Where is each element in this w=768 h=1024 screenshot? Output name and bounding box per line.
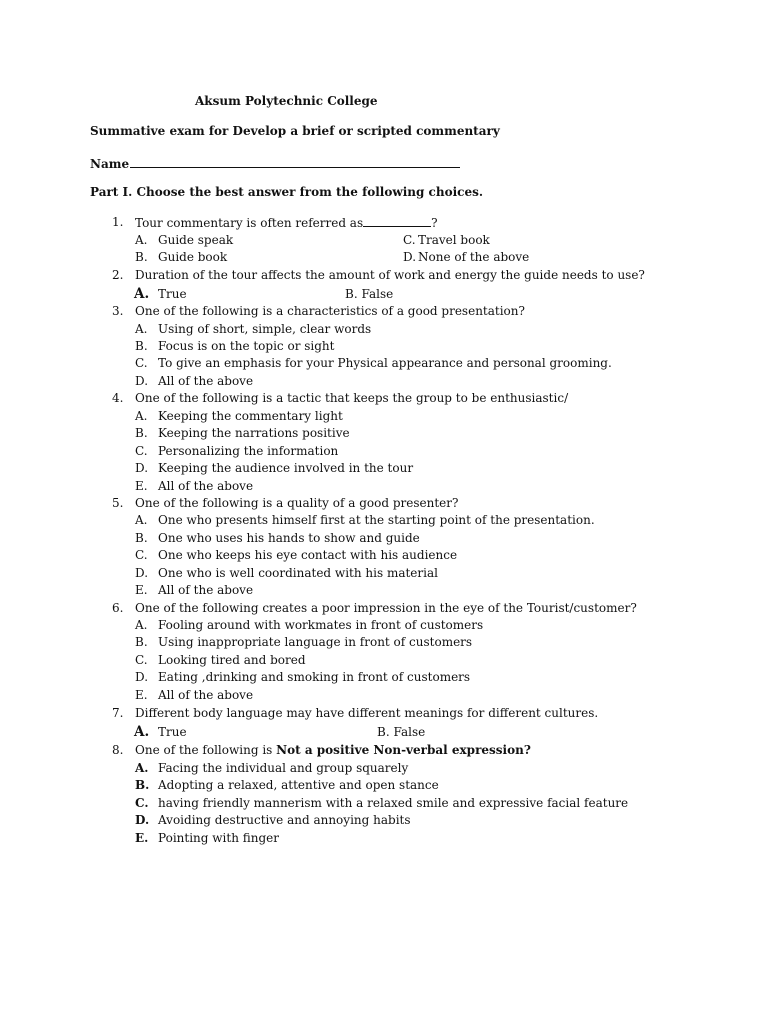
exam-title: Summative exam for Develop a brief or scripted commentary [90, 124, 500, 138]
question-number: 4. [112, 391, 124, 405]
question-number: 5. [112, 496, 124, 510]
option-text: Using inappropriate language in front of customers [158, 635, 473, 649]
option-text: Keeping the narrations positive [158, 426, 350, 440]
option-letter: D. [135, 374, 149, 388]
option-text: Focus is on the topic or sight [158, 339, 335, 353]
option-text: All of the above [158, 583, 254, 597]
option-letter: B. [135, 426, 148, 440]
option-text: One who uses his hands to show and guide [158, 531, 420, 545]
option-letter: A. [135, 618, 148, 632]
option-letter: B. [135, 778, 150, 792]
option-text: None of the above [418, 250, 530, 264]
answer-blank-line [363, 215, 431, 227]
option-text: Guide book [158, 250, 228, 264]
question-text: One of the following is a characteristics of a good presentation? [135, 304, 525, 318]
option-text: All of the above [158, 374, 254, 388]
option-text: One who presents himself first at the starting point of the presentation. [158, 513, 595, 527]
question-text: One of the following is a tactic that keeps the group to be enthusiastic/ [135, 391, 569, 405]
option-letter: B. [135, 635, 148, 649]
option-text: One who keeps his eye contact with his audience [158, 548, 458, 562]
option-letter: C. [135, 444, 148, 458]
option-text: Using of short, simple, clear words [158, 322, 372, 336]
option-text: Keeping the commentary light [158, 409, 343, 423]
option-text: B. False [345, 287, 394, 301]
option-letter: E. [135, 479, 148, 493]
question-number: 3. [112, 304, 124, 318]
option-text: Fooling around with workmates in front of customers [158, 618, 484, 632]
question-number: 6. [112, 601, 124, 615]
option-text: Pointing with finger [158, 831, 279, 845]
option-letter: B. [135, 531, 148, 545]
option-letter: C. [135, 653, 148, 667]
option-text: All of the above [158, 479, 254, 493]
option-letter: B. [135, 250, 148, 264]
option-text: True [158, 287, 187, 301]
option-text: Adopting a relaxed, attentive and open stance [158, 778, 439, 792]
option-text: Looking tired and bored [158, 653, 306, 667]
question-number: 1. [112, 215, 124, 229]
option-letter: E. [135, 831, 149, 845]
question-text: One of the following creates a poor impression in the eye of the Tourist/customer? [135, 601, 637, 615]
option-letter: D. [403, 250, 417, 264]
college-name: Aksum Polytechnic College [195, 94, 378, 108]
option-text: True [158, 725, 187, 739]
option-letter: E. [135, 583, 148, 597]
question-text: Tour commentary is often referred as ? [135, 216, 438, 230]
question-number: 7. [112, 706, 124, 720]
option-letter: B. [135, 339, 148, 353]
option-text: One who is well coordinated with his material [158, 566, 438, 580]
option-letter: A. [135, 409, 148, 423]
option-letter: A. [134, 286, 150, 302]
option-text: Avoiding destructive and annoying habits [158, 813, 411, 827]
option-text: Keeping the audience involved in the tour [158, 461, 414, 475]
option-letter: D. [135, 461, 149, 475]
name-blank-line [130, 155, 460, 168]
question-number: 8. [112, 743, 124, 757]
option-letter: C. [135, 548, 148, 562]
option-letter: A. [135, 233, 148, 247]
option-text: B. False [377, 725, 426, 739]
option-text: All of the above [158, 688, 254, 702]
option-text: To give an emphasis for your Physical appearance and personal grooming. [158, 356, 612, 370]
option-text: Guide speak [158, 233, 234, 247]
option-letter: C. [135, 356, 148, 370]
option-text: Eating ,drinking and smoking in front of customers [158, 670, 471, 684]
option-letter: A. [135, 761, 149, 775]
part-heading: Part I. Choose the best answer from the following choices. [90, 185, 484, 199]
option-letter: C. [403, 233, 416, 247]
option-letter: D. [135, 566, 149, 580]
name-label: Name [90, 157, 130, 171]
question-text: One of the following is Not a positive Non-verbal expression? [135, 743, 531, 757]
option-text: Travel book [418, 233, 490, 247]
question-number: 2. [112, 268, 124, 282]
option-letter: E. [135, 688, 148, 702]
option-letter: A. [135, 322, 148, 336]
question-text: Duration of the tour affects the amount of work and energy the guide needs to use? [135, 268, 645, 282]
option-letter: A. [134, 724, 150, 740]
question-text: Different body language may have different meanings for different cultures. [135, 706, 599, 720]
name-field [90, 155, 460, 171]
option-letter: D. [135, 670, 149, 684]
option-text: having friendly mannerism with a relaxed smile and expressive facial feature [158, 796, 629, 810]
option-letter: A. [135, 513, 148, 527]
question-text: One of the following is a quality of a good presenter? [135, 496, 459, 510]
option-letter: D. [135, 813, 150, 827]
option-letter: C. [135, 796, 149, 810]
option-text: Personalizing the information [158, 444, 339, 458]
option-text: Facing the individual and group squarely [158, 761, 409, 775]
